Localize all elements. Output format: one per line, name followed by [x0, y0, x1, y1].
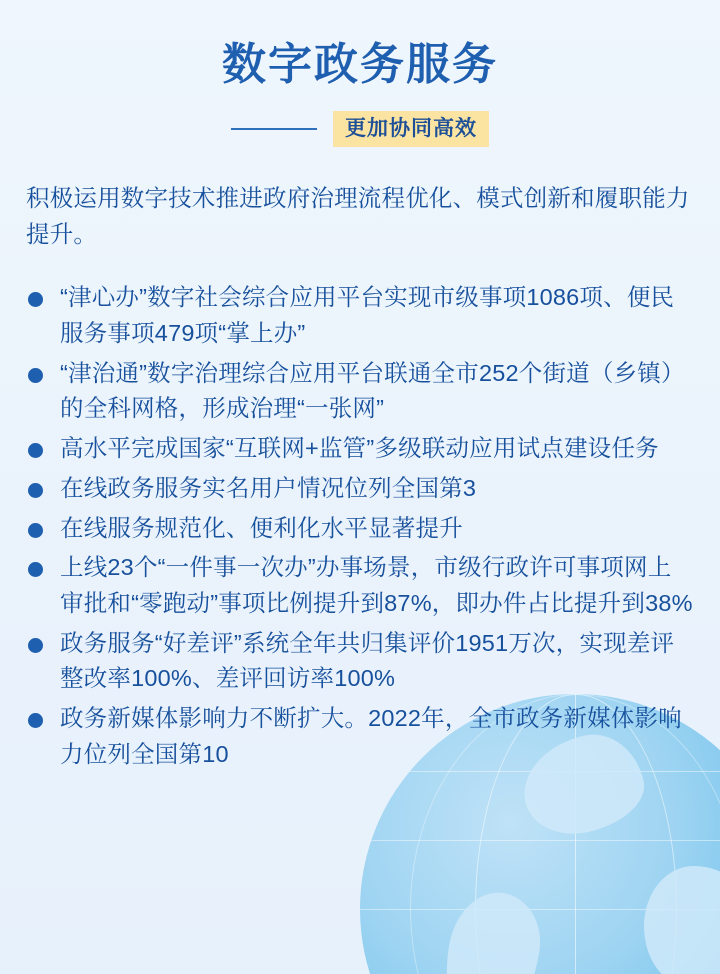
list-item	[26, 431, 694, 467]
list-item	[26, 550, 694, 621]
list-item	[26, 701, 694, 772]
list-item-text: 政务服务“好差评”系统全年共归集评价1951万次，实现差评整改率100%、差评回访率100%	[60, 629, 675, 692]
list-item-text: 上线23个“一件事一次办”办事场景，市级行政许可事项网上审批和“零跑动”事项比例提升到87%，即办件占比提升到38%	[60, 554, 693, 616]
list-item	[26, 280, 694, 351]
bullet-dot-icon	[28, 523, 43, 538]
bullet-dot-icon	[28, 368, 43, 383]
bullet-dot-icon	[28, 562, 43, 577]
divider-line	[231, 128, 317, 130]
bullet-dot-icon	[28, 483, 43, 498]
bullet-dot-icon	[28, 443, 43, 458]
list-item-text: 在线服务规范化、便利化水平显著提升	[60, 514, 463, 541]
poster-content	[0, 147, 720, 773]
subtitle-row	[0, 111, 720, 147]
poster-header	[0, 0, 720, 147]
list-item-text: 在线政务服务实名用户情况位列全国第3	[60, 474, 477, 501]
bullet-dot-icon	[28, 713, 43, 728]
subtitle-badge: 更加协同高效	[333, 111, 489, 147]
bullet-dot-icon	[28, 292, 43, 307]
list-item-text: “津心办”数字社会综合应用平台实现市级事项1086项、便民服务事项479项“掌上办”	[60, 284, 675, 346]
list-item	[26, 356, 694, 427]
list-item	[26, 471, 694, 507]
list-item-text: 高水平完成国家“互联网+监管”多级联动应用试点建设任务	[60, 435, 659, 462]
bullet-dot-icon	[28, 638, 43, 653]
list-item	[26, 511, 694, 547]
list-item	[26, 626, 694, 697]
list-item-text: 政务新媒体影响力不断扩大。2022年，全市政务新媒体影响力位列全国第10	[60, 705, 682, 767]
page-title: 数字政务服务	[222, 40, 498, 89]
bullet-list	[26, 280, 694, 772]
lead-paragraph: 积极运用数字技术推进政府治理流程优化、模式创新和履职能力提升。	[26, 184, 690, 247]
list-item-text: “津治通”数字治理综合应用平台联通全市252个街道（乡镇）的全科网格，形成治理“一张网”	[60, 359, 685, 422]
